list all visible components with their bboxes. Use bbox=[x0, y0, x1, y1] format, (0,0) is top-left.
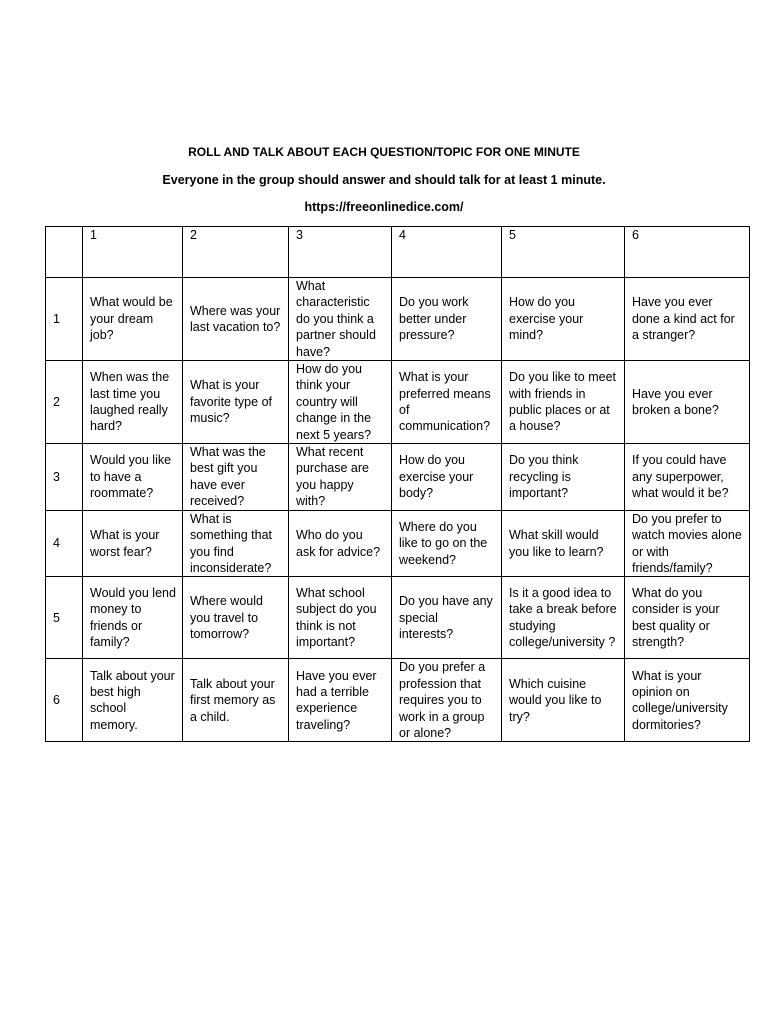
question-cell: Do you work better under pressure? bbox=[392, 278, 502, 361]
column-header: 2 bbox=[183, 227, 289, 278]
column-header: 6 bbox=[625, 227, 750, 278]
row-label: 3 bbox=[46, 444, 83, 511]
row-label: 6 bbox=[46, 659, 83, 742]
document-title: ROLL AND TALK ABOUT EACH QUESTION/TOPIC FOR ONE MINUTE bbox=[188, 145, 580, 159]
column-header: 1 bbox=[83, 227, 183, 278]
instruction-text: Everyone in the group should answer and should talk for at least 1 minute. bbox=[162, 173, 606, 187]
row-label: 2 bbox=[46, 361, 83, 444]
question-cell: What is something that you find inconsiderate? bbox=[183, 510, 289, 577]
row-label: 1 bbox=[46, 278, 83, 361]
header-row bbox=[46, 227, 750, 278]
question-cell: Which cuisine would you like to try? bbox=[502, 659, 625, 742]
question-cell: What school subject do you think is not important? bbox=[289, 577, 392, 659]
question-cell: If you could have any superpower, what would it be? bbox=[625, 444, 750, 511]
question-cell: What would be your dream job? bbox=[83, 278, 183, 361]
question-cell: When was the last time you laughed really hard? bbox=[83, 361, 183, 444]
table-row bbox=[46, 510, 750, 577]
question-cell: How do you exercise your mind? bbox=[502, 278, 625, 361]
table-row bbox=[46, 659, 750, 742]
question-cell: Would you lend money to friends or family? bbox=[83, 577, 183, 659]
question-cell: How do you think your country will change in the next 5 years? bbox=[289, 361, 392, 444]
question-cell: Where was your last vacation to? bbox=[183, 278, 289, 361]
question-cell: What do you consider is your best quality or strength? bbox=[625, 577, 750, 659]
question-cell: What is your preferred means of communication? bbox=[392, 361, 502, 444]
question-cell: Where do you like to go on the weekend? bbox=[392, 510, 502, 577]
question-cell: Talk about your best high school memory. bbox=[83, 659, 183, 742]
table-row bbox=[46, 361, 750, 444]
table-row bbox=[46, 444, 750, 511]
dice-link[interactable]: https://freeonlinedice.com/ bbox=[304, 200, 464, 214]
question-cell: What is your worst fear? bbox=[83, 510, 183, 577]
question-cell: What was the best gift you have ever received? bbox=[183, 444, 289, 511]
question-cell: What is your favorite type of music? bbox=[183, 361, 289, 444]
question-cell: Do you prefer a profession that requires you to work in a group or alone? bbox=[392, 659, 502, 742]
question-cell: What is your opinion on college/university dormitories? bbox=[625, 659, 750, 742]
question-cell: Talk about your first memory as a child. bbox=[183, 659, 289, 742]
column-header: 5 bbox=[502, 227, 625, 278]
question-cell: What recent purchase are you happy with? bbox=[289, 444, 392, 511]
question-cell: Would you like to have a roommate? bbox=[83, 444, 183, 511]
table-row bbox=[46, 577, 750, 659]
header-corner bbox=[46, 227, 83, 278]
question-cell: Is it a good idea to take a break before studying college/university ? bbox=[502, 577, 625, 659]
column-header: 4 bbox=[392, 227, 502, 278]
question-cell: Do you prefer to watch movies alone or with friends/family? bbox=[625, 510, 750, 577]
question-cell: Have you ever had a terrible experience traveling? bbox=[289, 659, 392, 742]
question-cell: What skill would you like to learn? bbox=[502, 510, 625, 577]
question-cell: How do you exercise your body? bbox=[392, 444, 502, 511]
question-cell: Have you ever done a kind act for a stranger? bbox=[625, 278, 750, 361]
column-header: 3 bbox=[289, 227, 392, 278]
question-table bbox=[45, 226, 750, 742]
question-cell: Do you like to meet with friends in public places or at a house? bbox=[502, 361, 625, 444]
question-cell: Where would you travel to tomorrow? bbox=[183, 577, 289, 659]
table-row bbox=[46, 278, 750, 361]
row-label: 5 bbox=[46, 577, 83, 659]
question-cell: Do you think recycling is important? bbox=[502, 444, 625, 511]
row-label: 4 bbox=[46, 510, 83, 577]
question-cell: Who do you ask for advice? bbox=[289, 510, 392, 577]
question-cell: What characteristic do you think a partner should have? bbox=[289, 278, 392, 361]
question-cell: Have you ever broken a bone? bbox=[625, 361, 750, 444]
question-cell: Do you have any special interests? bbox=[392, 577, 502, 659]
